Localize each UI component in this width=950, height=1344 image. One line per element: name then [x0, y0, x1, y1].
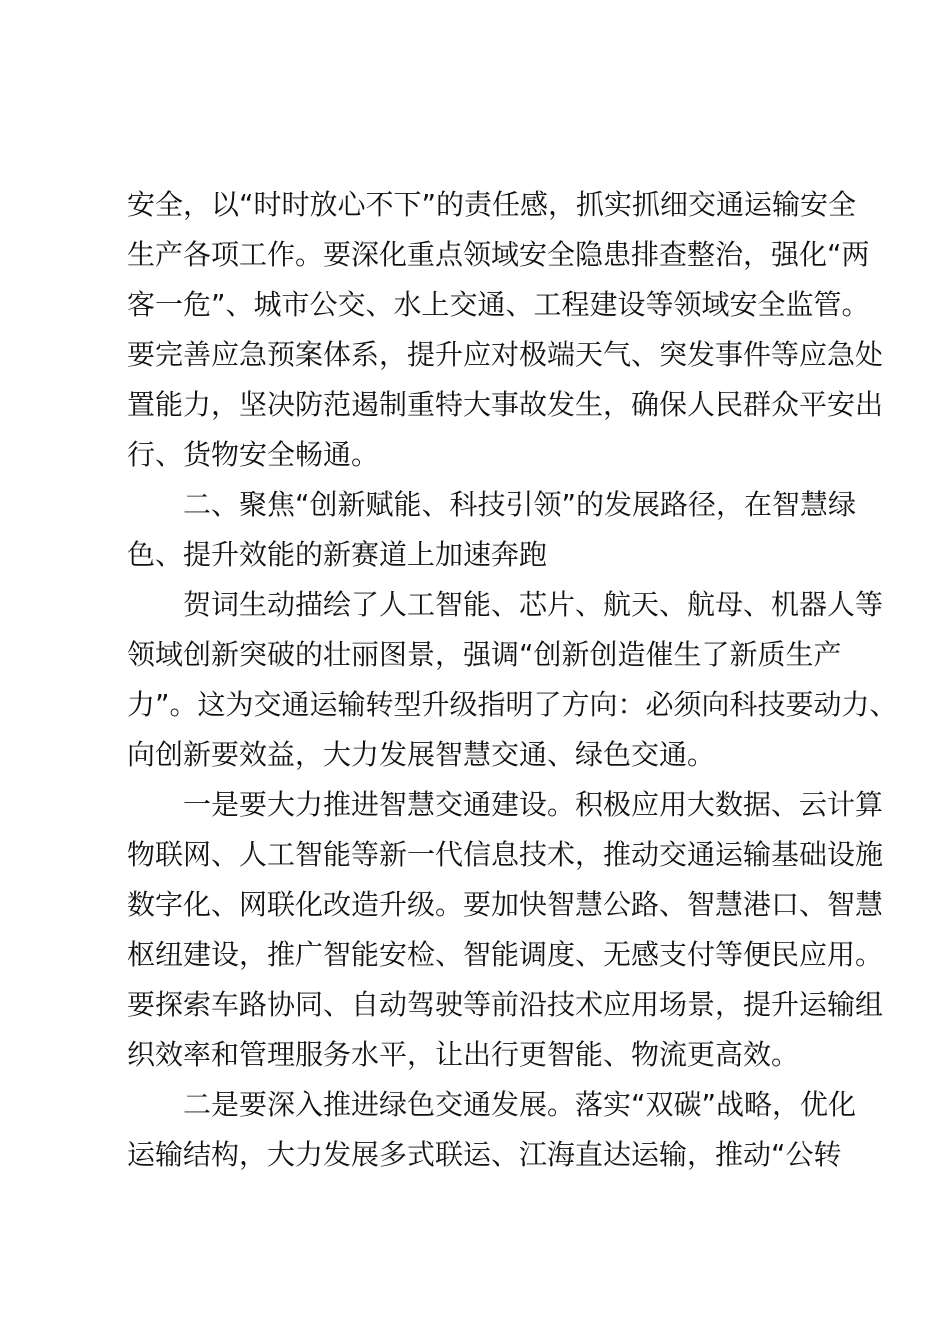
text-line: 二、聚焦“创新赋能、科技引领”的发展路径，在智慧绿: [183, 488, 857, 521]
paragraph: [127, 480, 857, 580]
text-line: 生产各项工作。要深化重点领域安全隐患排查整治，强化“两: [127, 238, 870, 271]
text-line: 向创新要效益，大力发展智慧交通、绿色交通。: [127, 738, 716, 771]
text-line: 领域创新突破的壮丽图景，强调“创新创造催生了新质生产: [127, 638, 842, 671]
text-line: 置能力，坚决防范遏制重特大事故发生，确保人民群众平安出: [127, 388, 884, 421]
paragraph: [127, 780, 884, 1080]
text-line: 数字化、网联化改造升级。要加快智慧公路、智慧港口、智慧: [127, 888, 884, 921]
text-line: 客一危”、城市公交、水上交通、工程建设等领域安全监管。: [127, 288, 870, 321]
text-line: 二是要深入推进绿色交通发展。落实“双碳”战略，优化: [183, 1088, 857, 1121]
text-line: 行、货物安全畅通。: [127, 438, 380, 471]
text-line: 运输结构，大力发展多式联运、江海直达运输，推动“公转: [127, 1138, 842, 1171]
text-line: 贺词生动描绘了人工智能、芯片、航天、航母、机器人等: [183, 588, 884, 621]
text-line: 力”。这为交通运输转型升级指明了方向：必须向科技要动力、: [127, 688, 898, 721]
paragraph: [127, 1080, 857, 1180]
text-line: 色、提升效能的新赛道上加速奔跑: [127, 538, 548, 571]
text-line: 一是要大力推进智慧交通建设。积极应用大数据、云计算: [183, 788, 884, 821]
text-line: 织效率和管理服务水平，让出行更智能、物流更高效。: [127, 1038, 800, 1071]
text-line: 要完善应急预案体系，提升应对极端天气、突发事件等应急处: [127, 338, 884, 371]
text-line: 枢纽建设，推广智能安检、智能调度、无感支付等便民应用。: [127, 938, 884, 971]
text-line: 安全，以“时时放心不下”的责任感，抓实抓细交通运输安全: [127, 188, 857, 221]
text-line: 要探索车路协同、自动驾驶等前沿技术应用场景，提升运输组: [127, 988, 884, 1021]
paragraph: [127, 580, 898, 780]
paragraph: [127, 180, 884, 480]
text-line: 物联网、人工智能等新一代信息技术，推动交通运输基础设施: [127, 838, 884, 871]
document-page: [127, 180, 898, 1180]
